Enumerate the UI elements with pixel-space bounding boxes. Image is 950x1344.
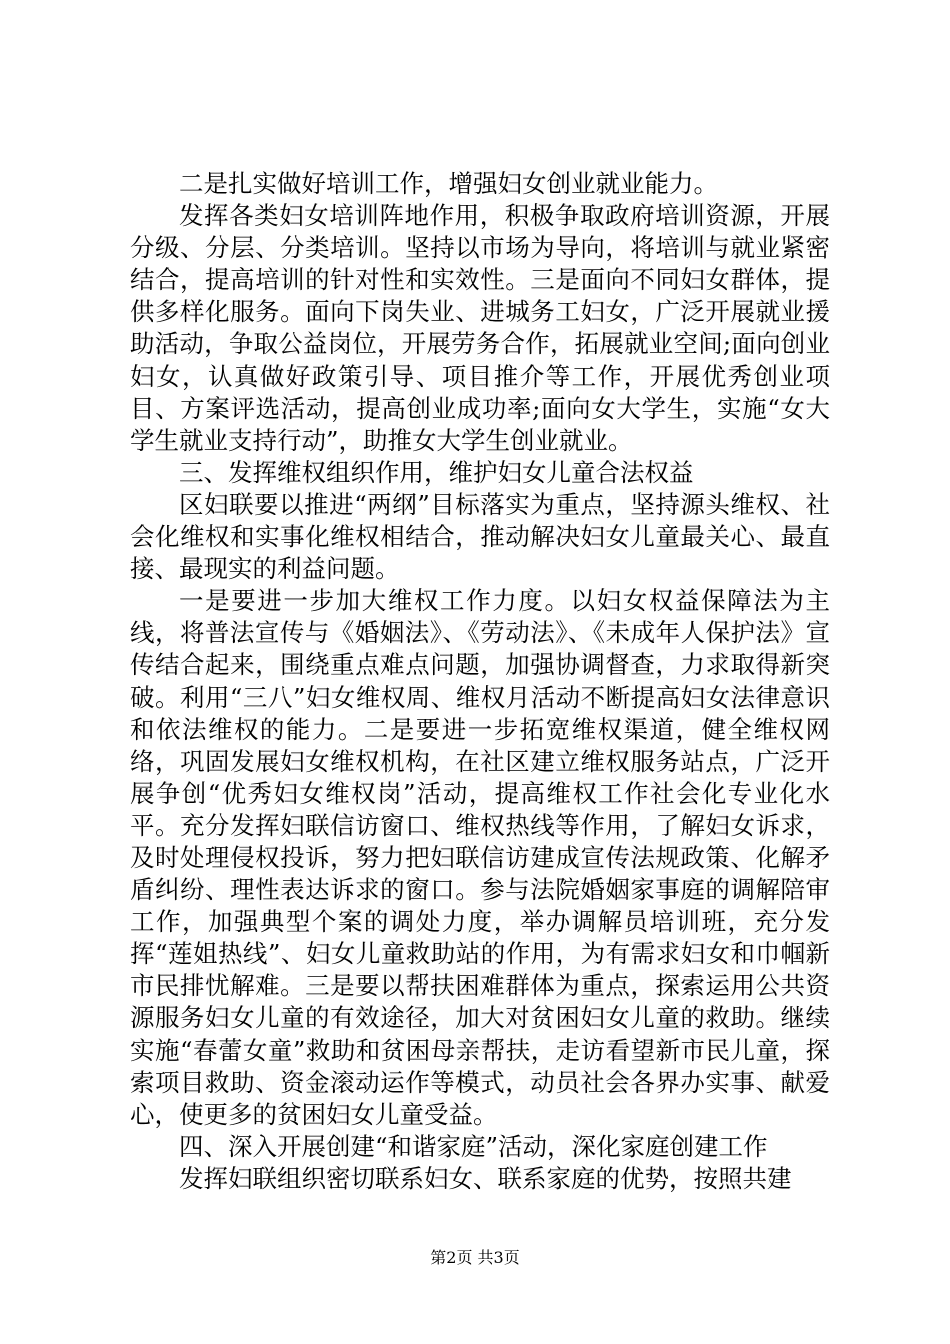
- section-heading-rights: 三、发挥维权组织作用，维护妇女儿童合法权益: [179, 457, 694, 487]
- page-footer: 第2页 共3页: [430, 1248, 520, 1267]
- paragraph-rights-intro: 区妇联要以推进“两纲”目标落实为重点，坚持源头维权、社会化维权和实事化维权相结合，推动解决妇女儿童最关心、最直接、最现实的利益问题。: [130, 489, 830, 584]
- document-body: [130, 168, 830, 1195]
- paragraph-family-body: 发挥妇联组织密切联系妇女、联系家庭的优势，按照共建: [179, 1163, 792, 1193]
- paragraph-rights-body: 一是要进一步加大维权工作力度。以妇女权益保障法为主线，将普法宣传与《婚姻法》、《劳动法》、《未成年人保护法》宣传结合起来，围绕重点难点问题，加强协调督查，力求取得新突破。利用“三八”妇女维权周、维权月活动不断提高妇女法律意识和依法维权的能力。二是要进一步拓宽维权渠道，健全维权网络，巩固发展妇女维权机构，在社区建立维权服务站点，广泛开展争创“优秀妇女维权岗”活动，提高维权工作社会化专业化水平。充分发挥妇联信访窗口、维权热线等作用，了解妇女诉求，及时处理侵权投诉，努力把妇联信访建成宣传法规政策、化解矛盾纠纷、理性表达诉求的窗口。参与法院婚姻家事庭的调解陪审工作，加强典型个案的调处力度，举办调解员培训班，充分发挥“莲姐热线”、妇女儿童救助站的作用，为有需求妇女和巾帼新市民排忧解难。三是要以帮扶困难群体为重点，探索运用公共资源服务妇女儿童的有效途径，加大对贫困妇女儿童的救助。继续实施“春蕾女童”救助和贫困母亲帮扶，走访看望新市民儿童，探索项目救助、资金滚动运作等模式，动员社会各界办实事、献爱心，使更多的贫困妇女儿童受益。: [130, 586, 830, 1129]
- paragraph-training-heading: 二是扎实做好培训工作，增强妇女创业就业能力。: [179, 169, 718, 198]
- paragraph-training-body: 发挥各类妇女培训阵地作用，积极争取政府培训资源，开展分级、分层、分类培训。坚持以市场为导向，将培训与就业紧密结合，提高培训的针对性和实效性。三是面向不同妇女群体，提供多样化服务。面向下岗失业、进城务工妇女，广泛开展就业援助活动，争取公益岗位，开展劳务合作，拓展就业空间;面向创业妇女，认真做好政策引导、项目推介等工作，开展优秀创业项目、方案评选活动，提高创业成功率;面向女大学生，实施“女大学生就业支持行动”，助推女大学生创业就业。: [130, 201, 830, 455]
- section-heading-family: 四、深入开展创建“和谐家庭”活动，深化家庭创建工作: [179, 1131, 768, 1161]
